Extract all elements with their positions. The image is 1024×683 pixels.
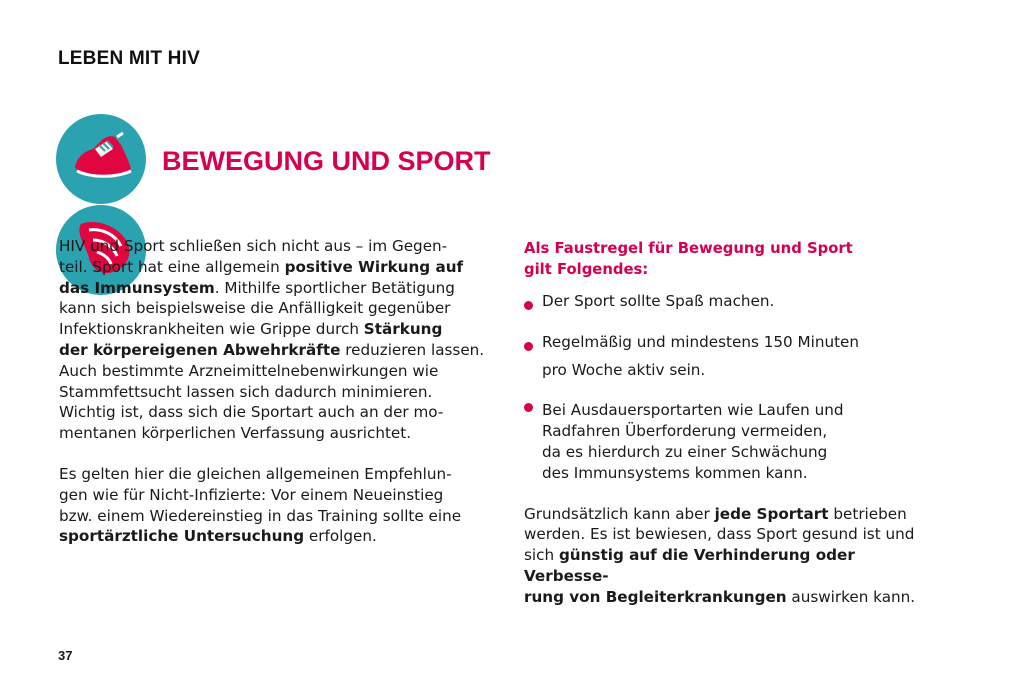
paragraph-intro: [59, 236, 489, 444]
emphasis: günstig auf die Verhinderung oder Verbesse-: [524, 546, 855, 585]
bullet-dot-icon: [524, 301, 533, 310]
bullet-dot-icon: [524, 403, 533, 412]
bullet-text: Regelmäßig und mindestens 150 Minuten: [542, 332, 860, 351]
text: reduzieren lassen.: [340, 340, 485, 359]
text: Wichtig ist, dass sich die Sportart auch an der mo-: [59, 403, 444, 422]
bullet-text: Bei Ausdauersportarten wie Laufen und: [542, 401, 844, 420]
text: . Mithilfe sportlicher Betätigung: [214, 278, 455, 297]
text: Infektionskrankheiten wie Grippe durch: [59, 320, 364, 339]
rule-intro: [524, 239, 944, 280]
bullet-item: [524, 332, 944, 381]
text: sich: [524, 546, 559, 565]
bullet-item: [524, 400, 944, 483]
text: Auch bestimmte Arzneimittelnebenwirkungen wie: [59, 361, 439, 380]
text: gilt Folgendes:: [524, 260, 649, 278]
left-column: [59, 236, 489, 547]
running-shoe-icon: [55, 113, 147, 205]
right-column: [524, 239, 944, 608]
text: gen wie für Nicht-Infizierte: Vor einem Neueinstieg: [59, 485, 444, 504]
paragraph-closing: [524, 504, 944, 608]
bullet-text: Der Sport sollte Spaß machen.: [542, 292, 775, 310]
bullet-text: da es hierdurch zu einer Schwächung: [542, 442, 828, 461]
text: werden. Es ist bewiesen, dass Sport gesund ist und: [524, 525, 915, 544]
emphasis: jede Sportart: [714, 504, 829, 523]
emphasis: das Immunsystem: [59, 278, 215, 297]
text: mentanen körperlichen Verfassung ausrichtet.: [59, 424, 412, 443]
emphasis: sportärztliche Untersuchung: [59, 527, 305, 546]
emphasis: rung von Begleiterkrankungen: [524, 587, 787, 606]
text: Stammfettsucht lassen sich dadurch minimieren.: [59, 382, 433, 401]
bullet-item: [524, 291, 944, 312]
emphasis: Stärkung: [363, 320, 443, 339]
text: teil. Sport hat eine allgemein: [59, 257, 285, 276]
page-number: 37: [58, 648, 73, 663]
text: betrieben: [828, 504, 907, 523]
bullet-text: des Immunsystems kommen kann.: [542, 463, 808, 482]
text: auswirken kann.: [786, 587, 916, 606]
section-header: LEBEN MIT HIV: [58, 48, 200, 69]
text: bzw. einem Wiedereinstieg in das Training sollte eine: [59, 506, 462, 525]
bullet-text: pro Woche aktiv sein.: [542, 360, 706, 379]
text: HIV und Sport schließen sich nicht aus – im Gegen-: [59, 237, 448, 255]
bullet-dot-icon: [524, 342, 533, 351]
emphasis: der körpereigenen Abwehrkräfte: [59, 340, 341, 359]
paragraph-recommendation: [59, 464, 489, 547]
text: Grundsätzlich kann aber: [524, 504, 715, 523]
text: kann sich beispielsweise die Anfälligkeit gegenüber: [59, 299, 451, 318]
page-title: BEWEGUNG UND SPORT: [162, 146, 491, 176]
text: Als Faustregel für Bewegung und Sport: [524, 240, 853, 257]
text: erfolgen.: [304, 527, 377, 546]
text: Es gelten hier die gleichen allgemeinen Empfehlun-: [59, 464, 452, 483]
emphasis: positive Wirkung auf: [284, 257, 464, 276]
bullet-text: Radfahren Überforderung vermeiden,: [542, 422, 828, 441]
